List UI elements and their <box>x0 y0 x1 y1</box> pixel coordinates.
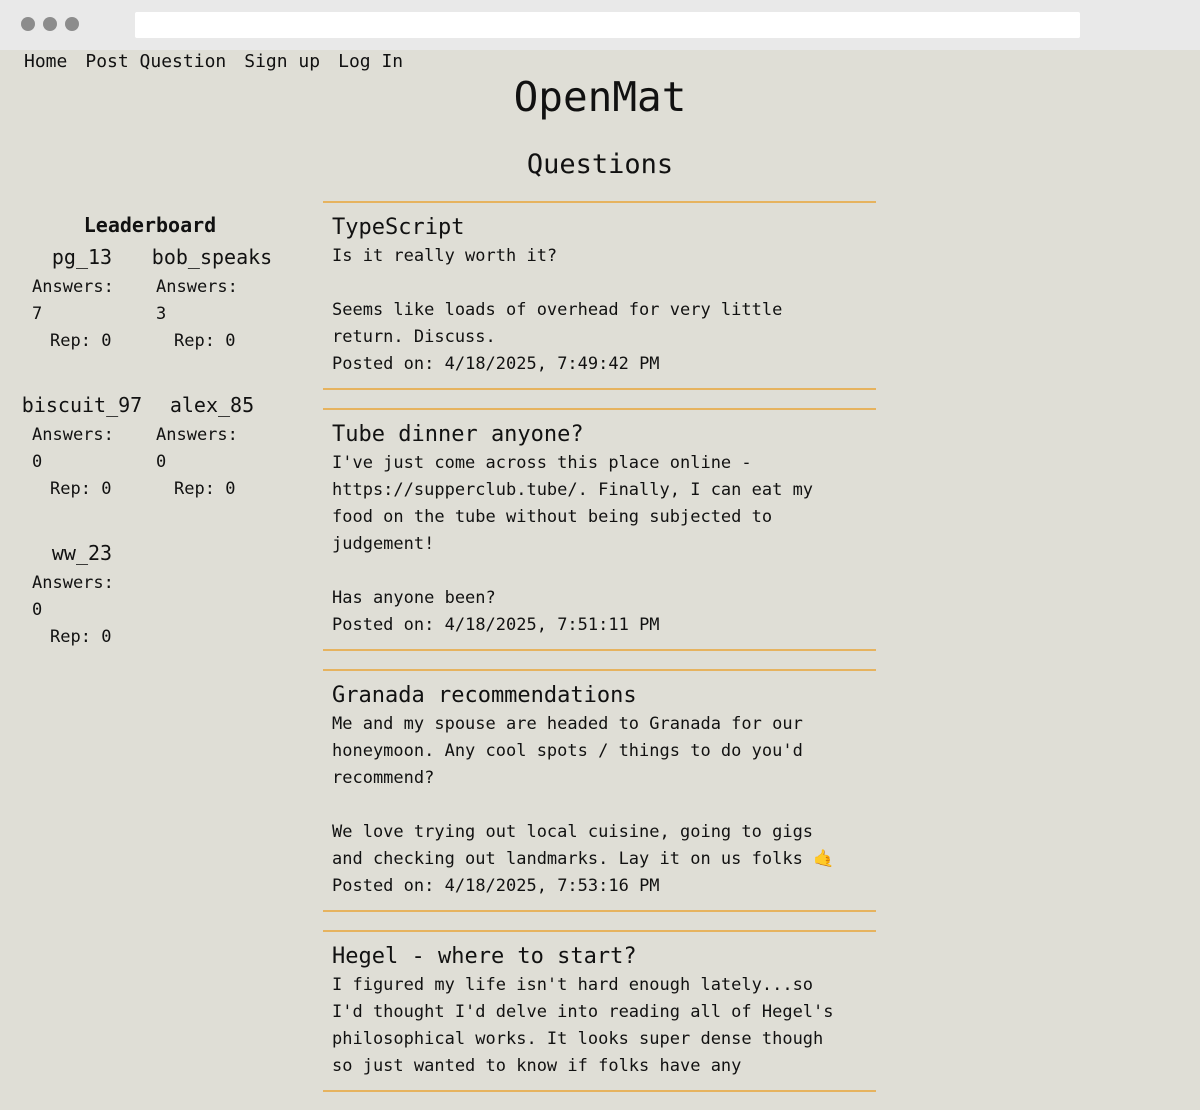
question-posted <box>332 873 867 900</box>
section-title: Questions <box>526 149 674 180</box>
leaderboard-user <box>20 538 144 686</box>
rep-label: Rep: <box>174 331 215 351</box>
rep-label: Rep: <box>50 331 91 351</box>
question-body: I've just come across this place online - https://supperclub.tube/. Finally, I can eat my food on the tube without being subjected to judgement! Has anyone been? <box>332 453 814 608</box>
rep-value: 0 <box>101 627 112 647</box>
posted-date: 4/18/2025, 7:53:16 PM <box>444 876 660 896</box>
posted-date: 4/18/2025, 7:51:11 PM <box>444 615 660 635</box>
answers-label: Answers: <box>32 277 114 297</box>
top-nav <box>24 50 403 74</box>
answers-count: 0 <box>156 452 167 472</box>
answers-count: 3 <box>156 304 167 324</box>
leaderboard-user <box>20 242 144 390</box>
posted-date: 4/18/2025, 7:49:42 PM <box>444 354 660 374</box>
leaderboard-username[interactable]: pg_13 <box>51 245 113 269</box>
posted-label: Posted on: <box>332 876 435 896</box>
nav-log-in-link[interactable]: Log In <box>338 51 404 72</box>
question-title[interactable]: TypeScript <box>332 215 465 240</box>
answers-label: Answers: <box>32 573 114 593</box>
question-card <box>323 201 876 390</box>
nav-home-link[interactable]: Home <box>24 51 68 72</box>
nav-post-question-link[interactable]: Post Question <box>85 51 227 72</box>
leaderboard-answers <box>144 274 254 328</box>
window-maximize-dot[interactable] <box>65 17 79 31</box>
question-title[interactable]: Hegel - where to start? <box>332 944 637 969</box>
rep-label: Rep: <box>50 627 91 647</box>
leaderboard-user <box>144 242 280 390</box>
answers-label: Answers: <box>32 425 114 445</box>
leaderboard-username[interactable]: ww_23 <box>51 541 113 565</box>
leaderboard-username[interactable]: bob_speaks <box>151 245 273 269</box>
question-title[interactable]: Tube dinner anyone? <box>332 422 584 447</box>
posted-label: Posted on: <box>332 615 435 635</box>
question-title[interactable]: Granada recommendations <box>332 683 637 708</box>
question-body: I figured my life isn't hard enough lately...so I'd thought I'd delve into reading all of Hegel's philosophical works. It looks super dense though so just wanted to know if folks have any <box>332 975 834 1076</box>
question-card <box>323 669 876 912</box>
leaderboard-rep <box>20 476 144 503</box>
window-minimize-dot[interactable] <box>43 17 57 31</box>
site-title: OpenMat <box>513 73 687 121</box>
leaderboard-answers <box>20 422 130 476</box>
leaderboard-title: Leaderboard <box>83 213 217 237</box>
posted-label: Posted on: <box>332 354 435 374</box>
leaderboard-username[interactable]: alex_85 <box>169 393 255 417</box>
nav-sign-up-link[interactable]: Sign up <box>244 51 321 72</box>
leaderboard <box>20 212 300 686</box>
rep-label: Rep: <box>50 479 91 499</box>
address-bar[interactable] <box>135 12 1080 38</box>
question-posted <box>332 612 867 639</box>
leaderboard-answers <box>20 274 130 328</box>
leaderboard-rep <box>20 328 144 355</box>
rep-value: 0 <box>101 479 112 499</box>
leaderboard-username[interactable]: biscuit_97 <box>21 393 143 417</box>
answers-count: 7 <box>32 304 43 324</box>
question-body: Me and my spouse are headed to Granada for our honeymoon. Any cool spots / things to do you'd recommend? We love trying out local cuisine, going to gigs and checking out landmarks. Lay it on us folks 🤙 <box>332 714 835 869</box>
rep-value: 0 <box>225 479 236 499</box>
leaderboard-rep <box>20 624 144 651</box>
leaderboard-rep <box>144 476 280 503</box>
rep-value: 0 <box>101 331 112 351</box>
question-card <box>323 408 876 651</box>
leaderboard-user <box>144 390 280 538</box>
question-body: Is it really worth it? Seems like loads of overhead for very little return. Discuss. <box>332 246 783 347</box>
leaderboard-grid <box>20 242 300 686</box>
leaderboard-user <box>20 390 144 538</box>
questions-list <box>323 201 876 1110</box>
leaderboard-rep <box>144 328 280 355</box>
question-card <box>323 930 876 1092</box>
leaderboard-answers <box>20 570 130 624</box>
rep-value: 0 <box>225 331 236 351</box>
browser-chrome <box>0 0 1200 50</box>
window-close-dot[interactable] <box>21 17 35 31</box>
answers-count: 0 <box>32 600 43 620</box>
answers-label: Answers: <box>156 277 238 297</box>
question-posted <box>332 351 867 378</box>
rep-label: Rep: <box>174 479 215 499</box>
answers-count: 0 <box>32 452 43 472</box>
leaderboard-answers <box>144 422 254 476</box>
answers-label: Answers: <box>156 425 238 445</box>
